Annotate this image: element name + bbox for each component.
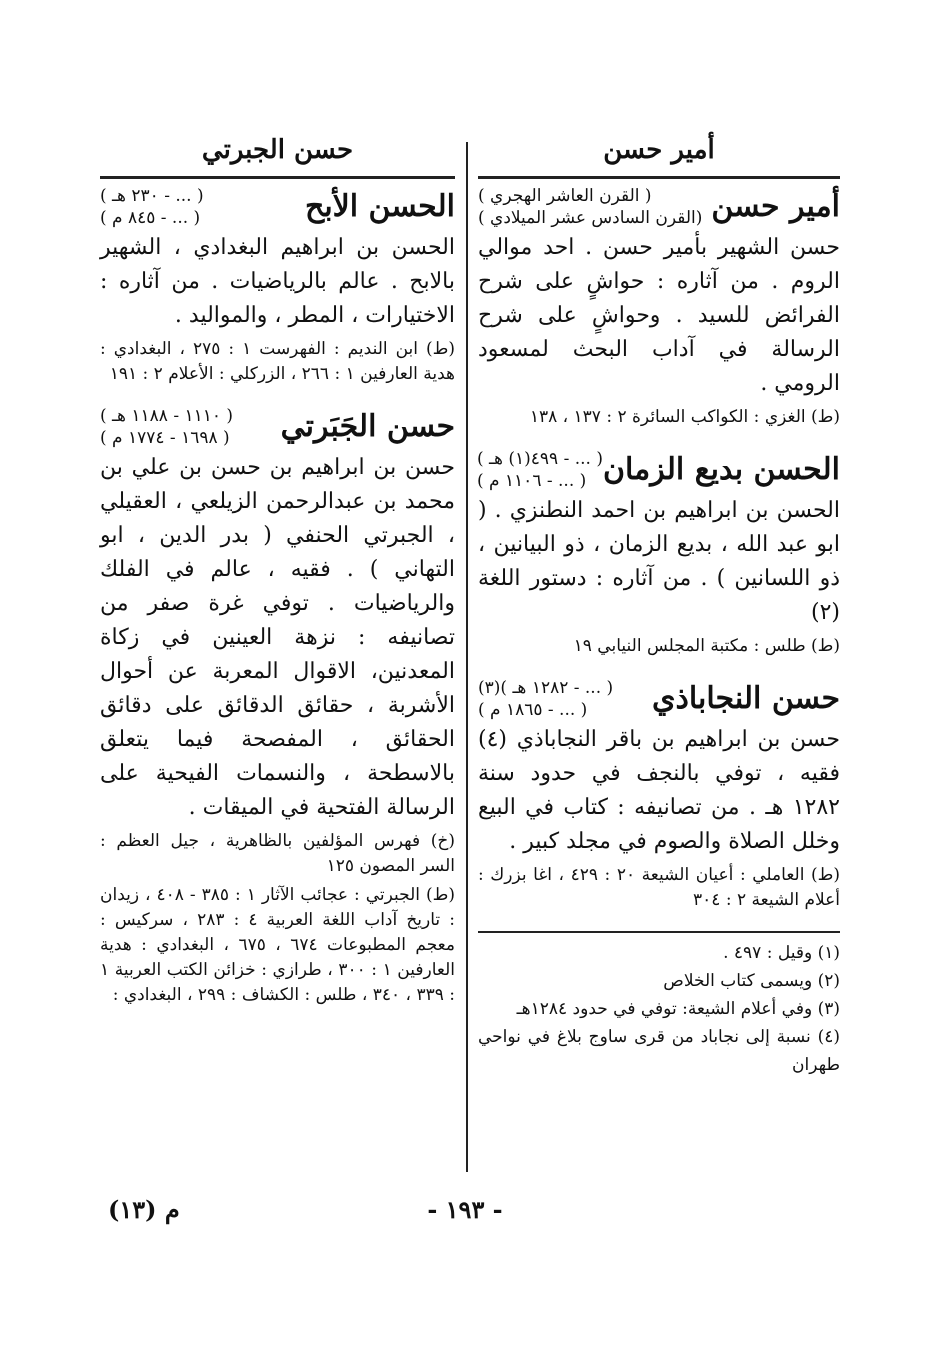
entry-dates (478, 677, 613, 721)
entry-dates (100, 405, 233, 449)
entry-reference: (ط) الغزي : الكواكب السائرة ٢ : ١٣٧ ، ١٣٨ (529, 407, 840, 427)
footnotes (478, 931, 840, 1079)
gregorian-date: ( ... - ١١٠٦ م ) (476, 471, 587, 491)
running-head-left: حسن الجبرتي (201, 135, 354, 165)
gregorian-date: (القرن السادس عشر الميلادي ) (478, 208, 703, 228)
entry-dates (477, 448, 603, 492)
entry-title: أمير حسن (711, 189, 840, 224)
entry-header (478, 448, 840, 492)
entry-body: الحسن بن ابراهيم البغدادي ، الشهير بالابح . عالم بالرياضيات . من آثاره : الاختيارات ، المطر ، والمواليد . (100, 235, 455, 328)
right-column (478, 130, 840, 1079)
hijri-date: ( القرن العاشر الهجري ) (478, 186, 652, 206)
gregorian-date: ( ... - ٨٤٥ م ) (100, 208, 201, 228)
gregorian-date: ( ١٦٩٨ - ١٧٧٤ م ) (100, 428, 230, 448)
entry-reference: (ط) ابن النديم : الفهرست ١ : ٢٧٥ ، البغدادي : هدية العارفين ١ : ٢٦٦ ، الزركلي : الأعلام ٢ : ١٩١ (100, 339, 455, 384)
hijri-date: ( ١١١٠ - ١١٨٨ هـ ) (100, 406, 234, 426)
footnote: (٤) نسبة إلى نجاباد من قرى ساوج بلاغ في نواحي طهران (478, 1027, 840, 1075)
entry-dates (478, 185, 702, 229)
signature-mark: م (١٣) (108, 1195, 180, 1224)
entry-hasan-al-najabadi (478, 677, 840, 913)
footnote: (٢) ويسمى كتاب الخلاص (663, 971, 840, 991)
hijri-date: ( ... - ٢٣٠ هـ ) (100, 186, 204, 206)
entry-hasan-al-abah (100, 185, 455, 387)
header-rule-left (100, 176, 455, 179)
entry-header (100, 185, 455, 229)
entry-title: حسن النجاباذي (652, 681, 840, 716)
entry-header (478, 185, 840, 229)
left-column (100, 130, 455, 1026)
entry-body: حسن بن ابراهيم بن باقر النجاباذي (٤) فقيه ، توفي بالنجف في حدود سنة ١٢٨٢ هـ . من تصانيفه : كتاب في البيع وخلل الصلاة والصوم في مجلد كبير . (478, 727, 840, 854)
entry-header (100, 405, 455, 449)
entry-body: حسن الشهير بأمير حسن . احد موالي الروم . من آثاره : حواشٍ على شرح الفرائض للسيد . وحواشٍ على شرح الرسالة في آداب البحث لمسعود الرومي . (478, 235, 840, 396)
entry-body: حسن بن ابراهيم بن حسن بن علي بن محمد بن عبدالرحمن الزيلعي ، العقيلي ، الجبرتي الحنفي ( بدر الدين ، ابو التهاني ) . فقيه ، عالم في الفلك والرياضيات . توفي غرة صفر من تصانيفه : نزهة العينين في زكاة المعدنين، الاقوال المعربة عن أحوال الأشربة ، حقائق الدقائق على دقائق الحقائق ، المفصحة فيما يتعلق بالاسطحة ، والنسمات الفيحية على الرسالة الفتحية في الميقات . (100, 455, 455, 820)
entry-hasan-al-jabarti (100, 405, 455, 1008)
entry-title: الحسن الأبح (304, 189, 455, 224)
hijri-date: ( ... - ١٢٨٢ هـ )(٣) (478, 678, 614, 698)
gregorian-date: ( ... - ١٨٦٥ م ) (478, 700, 588, 720)
entry-title: الحسن بديع الزمان (602, 452, 840, 487)
column-divider (466, 142, 468, 1172)
entry-manuscript-reference: (خ) فهرس المؤلفين بالظاهرية ، جيل العظم : السر المصون ١٢٥ (100, 831, 455, 876)
entry-title: حسن الجَبَرتي (280, 409, 455, 444)
entry-dates (100, 185, 204, 229)
header-rule-right (478, 176, 840, 179)
footnote: (١) وقيل : ٤٩٧ . (723, 943, 840, 963)
hijri-date: ( ... - ٤٩٩(١) هـ ) (476, 449, 603, 469)
entry-hasan-badi-al-zaman (478, 448, 840, 659)
running-head-right: أمير حسن (603, 135, 715, 165)
entry-body: الحسن بن ابراهيم بن احمد النطنزي . ( ابو عبد الله ، بديع الزمان ، ذو البيانين ، ذو اللسانين ) . من آثاره : دستور اللغة (٢) (478, 498, 840, 625)
entry-reference: (ط) طلس : مكتبة المجلس النيابي ١٩ (573, 636, 840, 656)
entry-amir-hasan (478, 185, 840, 430)
page-number: - ١٩٣ - (427, 1195, 503, 1224)
footnote: (٣) وفي أعلام الشيعة: توفي في حدود ١٢٨٤هـ (516, 999, 840, 1019)
entry-reference: (ط) الجبرتي : عجائب الآثار ١ : ٣٨٥ - ٤٠٨ ، زيدان : تاريخ آداب اللغة العربية ٤ : ٢٨٣ ، سركيس : معجم المطبوعات ٦٧٤ ، ٦٧٥ ، البغدادي : هدية العارفين ١ : ٣٠٠ ، طرازي : خزائن الكتب العربية ١ : ٣٣٩ ، ٣٤٠ ، طلس : الكشاف : ٢٩٩ ، البغدادي : (100, 885, 455, 1005)
entry-reference: (ط) العاملي : أعيان الشيعة ٢٠ : ٤٢٩ ، اغا بزرك : أعلام الشيعة ٢ : ٣٠٤ (478, 865, 840, 910)
entry-header (478, 677, 840, 721)
